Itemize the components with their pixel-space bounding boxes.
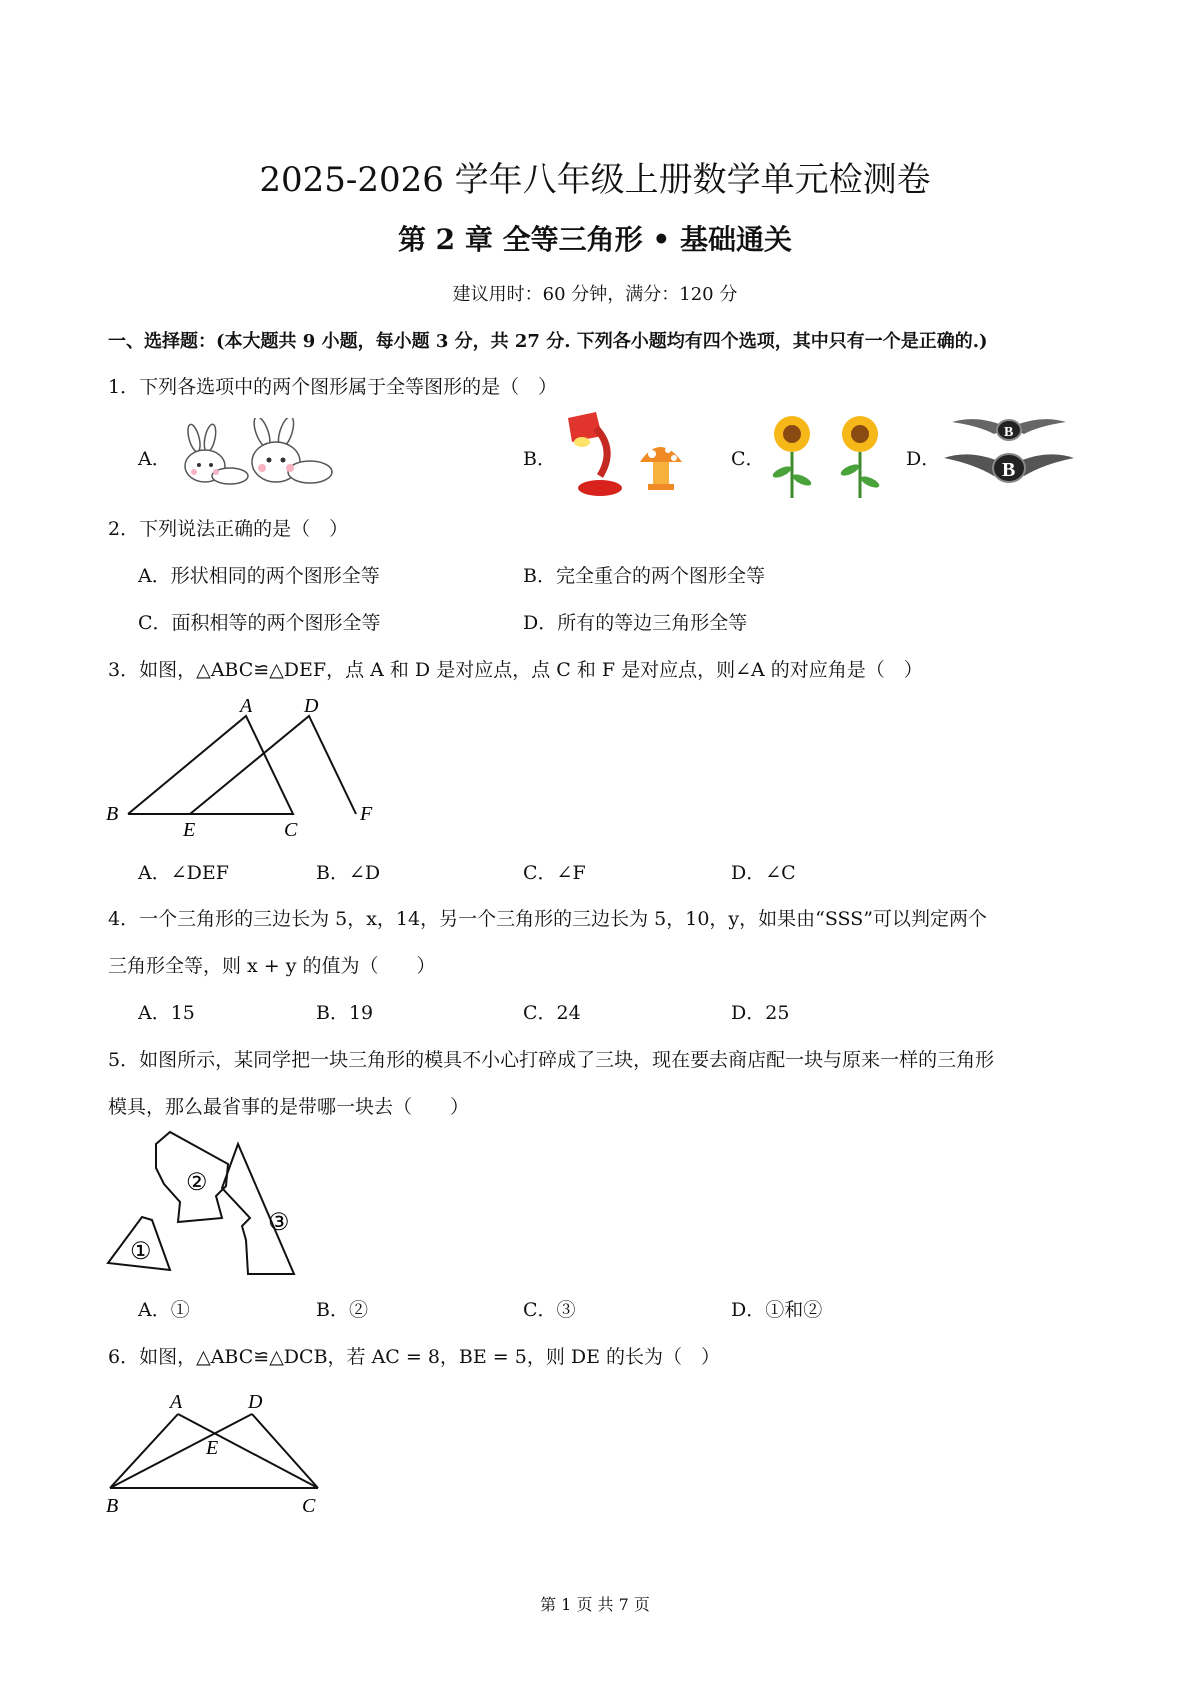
winged-b-logos-icon xyxy=(944,414,1074,494)
q5-option-b: B．② xyxy=(316,1299,368,1321)
q6-label-a: A xyxy=(170,1391,183,1413)
q2-option-c: C．面积相等的两个图形全等 xyxy=(138,612,381,634)
time-and-score: 建议用时：60 分钟，满分：120 分 xyxy=(452,284,738,305)
page-title: 2025-2026 学年八年级上册数学单元检测卷 xyxy=(259,160,931,200)
q4-option-d: D．25 xyxy=(731,1002,790,1024)
q3-label-c: C xyxy=(284,819,298,840)
q2-option-d: D．所有的等边三角形全等 xyxy=(523,612,748,634)
q3-label-f: F xyxy=(360,803,373,825)
q3-label-d: D xyxy=(304,695,319,717)
q4-option-a: A．15 xyxy=(138,1002,195,1024)
q6-stem: 6．如图，△ABC≌△DCB，若 AC = 8，BE = 5，则 DE 的长为（ ） xyxy=(108,1346,721,1368)
q1-option-b: B． xyxy=(523,448,556,470)
q1-option-a: A． xyxy=(138,448,171,470)
q5-option-d: D．①和② xyxy=(731,1299,823,1321)
svg-text:B: B xyxy=(1002,459,1016,481)
q3-label-b: B xyxy=(106,803,119,825)
q3-stem: 3．如图，△ABC≌△DEF，点 A 和 D 是对应点，点 C 和 F 是对应点，则∠A 的对应角是（ ） xyxy=(108,659,923,681)
q2-option-b: B．完全重合的两个图形全等 xyxy=(523,565,765,587)
q6-label-b: B xyxy=(106,1495,119,1517)
page-number: 第 1 页 共 7 页 xyxy=(540,1595,650,1614)
q3-triangles-figure xyxy=(100,690,390,840)
q5-option-a: A．① xyxy=(138,1299,190,1321)
q3-option-a: A．∠DEF xyxy=(138,862,229,884)
q6-label-e: E xyxy=(206,1437,219,1459)
q1-option-c: C． xyxy=(731,448,765,470)
q4-option-c: C．24 xyxy=(523,1002,581,1024)
q5-stem-line1: 5．如图所示，某同学把一块三角形的模具不小心打碎成了三块，现在要去商店配一块与原来一样的三角形 xyxy=(108,1049,995,1071)
q6-label-c: C xyxy=(302,1495,316,1517)
q3-option-b: B．∠D xyxy=(316,862,381,884)
q1-stem: 1．下列各选项中的两个图形属于全等图形的是（ ） xyxy=(108,376,558,398)
q3-label-e: E xyxy=(183,819,196,840)
q6-triangles-figure xyxy=(100,1384,340,1524)
q5-option-c: C．③ xyxy=(523,1299,576,1321)
svg-text:B: B xyxy=(1004,425,1014,440)
q1-option-d: D． xyxy=(906,448,941,470)
section-heading: 一、选择题：(本大题共 9 小题，每小题 3 分，共 27 分. 下列各小题均有四个选项，其中只有一个是正确的.) xyxy=(108,331,988,352)
q3-label-a: A xyxy=(240,695,253,717)
q6-label-d: D xyxy=(248,1391,263,1413)
q2-option-a: A．形状相同的两个图形全等 xyxy=(138,565,380,587)
q5-label-2: ② xyxy=(186,1170,208,1196)
q5-label-1: ① xyxy=(130,1239,152,1265)
rabbits-icon xyxy=(180,418,340,490)
lamp-and-mushroom-icon xyxy=(560,410,710,502)
q4-stem-line2: 三角形全等，则 x + y 的值为（ ） xyxy=(108,955,436,977)
q5-stem-line2: 模具，那么最省事的是带哪一块去（ ） xyxy=(108,1096,470,1118)
chapter-subtitle: 第 2 章 全等三角形 • 基础通关 xyxy=(397,223,793,256)
q3-option-c: C．∠F xyxy=(523,862,586,884)
q3-option-d: D．∠C xyxy=(731,862,796,884)
q5-broken-pieces-figure xyxy=(104,1130,334,1285)
q5-label-3: ③ xyxy=(268,1210,290,1236)
sunflowers-icon xyxy=(768,414,888,500)
piece-3 xyxy=(222,1144,294,1274)
q4-option-b: B．19 xyxy=(316,1002,374,1024)
q2-stem: 2．下列说法正确的是（ ） xyxy=(108,518,349,540)
q4-stem-line1: 4．一个三角形的三边长为 5，x，14，另一个三角形的三边长为 5，10，y，如果由“SSS”可以判定两个 xyxy=(108,908,987,930)
